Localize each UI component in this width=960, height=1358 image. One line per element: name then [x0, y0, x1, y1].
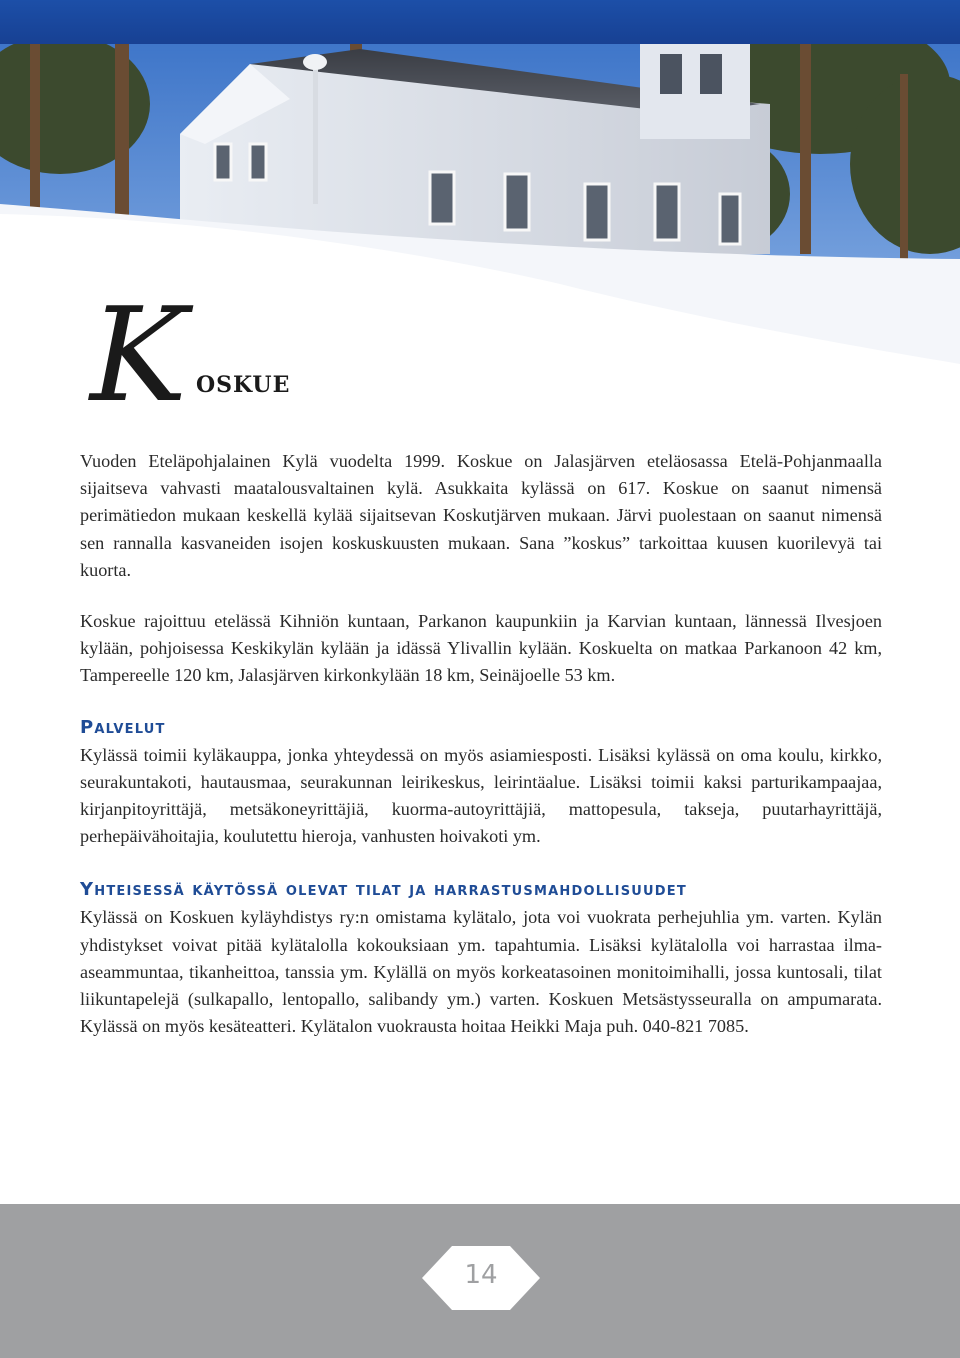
- section-heading: Yhteisessä käytössä olevat tilat ja harrastusmahdollisuudet: [80, 879, 687, 901]
- intro-paragraph-2: Koskue rajoittuu etelässä Kihniön kuntaan, Parkanon kaupunkiin ja Karvian kuntaan, lännessä Ilvesjoen kylään, pohjoisessa Keskikylän kylään ja idässä Ylivallin kylään. Koskuelta on matkaa Parkanoon 42 km, Tampereelle 120 km, Jalasjärven kirkonkylään 18 km, Seinäjoelle 53 km.: [80, 611, 882, 686]
- page-title: OSKUE: [196, 372, 291, 398]
- main-content: [80, 448, 882, 1066]
- intro-paragraph-1: Vuoden Eteläpohjalainen Kylä vuodelta 1999. Koskue on Jalasjärven eteläosassa Etelä-Pohjanmaalla sijaitseva vahvasti maatalousvaltainen kylä. Asukkaita kylässä on 617. Koskue on saanut nimensä perimätiedon mukaan keskellä kylää sijaitsevan Koskutjärven mukaan. Järvi puolestaan on saanut nimensä sen rannalla kasvaneiden isojen koskuskuusten mukaan. Sana ”koskus” tarkoittaa kuusen kuorilevyä tai kuorta.: [80, 451, 882, 580]
- section-palvelut: [80, 714, 882, 851]
- section-text: Kylässä on Koskuen kyläyhdistys ry:n omistama kylätalo, jota voi vuokrata perhejuhlia ym. varten. Kylän yhdistykset voivat pitää kylätalolla kokouksiaan ym. tapahtumia. Lisäksi kylätalolla voi harrastaa ilma-aseammuntaa, tikanheittoa, tanssia ym. Kylällä on myös korkeatasoinen monitoimihalli, jossa kuntosali, tilat liikuntapelejä (sulkapallo, lentopallo, salibandy ym.) varten. Koskuen Metsästysseuralla on ampumarata. Kylässä on myös kesäteatteri. Kylätalon vuokrausta hoitaa Heikki Maja puh. 040-821 7085.: [80, 907, 882, 1037]
- title-initial: K: [90, 279, 188, 431]
- section-text: Kylässä toimii kyläkauppa, jonka yhteydessä on myös asiamiesposti. Lisäksi kylässä on oma koulu, kirkko, seurakuntakoti, hautausmaa, seurakunnan leirikeskus, leirintäalue. Lisäksi toimii kaksi parturikampaajaa, kirjanpitoyrittäjä, metsäkoneyrittäjiä, kuorma-autoyrittäjiä, mattopesula, takseja, puutarhayrittäjä, perhepäivähoitajia, koulutettu hieroja, vanhusten hoivakoti ym.: [80, 744, 882, 847]
- top-color-band: [0, 0, 960, 48]
- section-heading: Palvelut: [80, 716, 166, 738]
- page-number: 14: [464, 1260, 498, 1290]
- section-yhteiset-tilat: [80, 876, 882, 1040]
